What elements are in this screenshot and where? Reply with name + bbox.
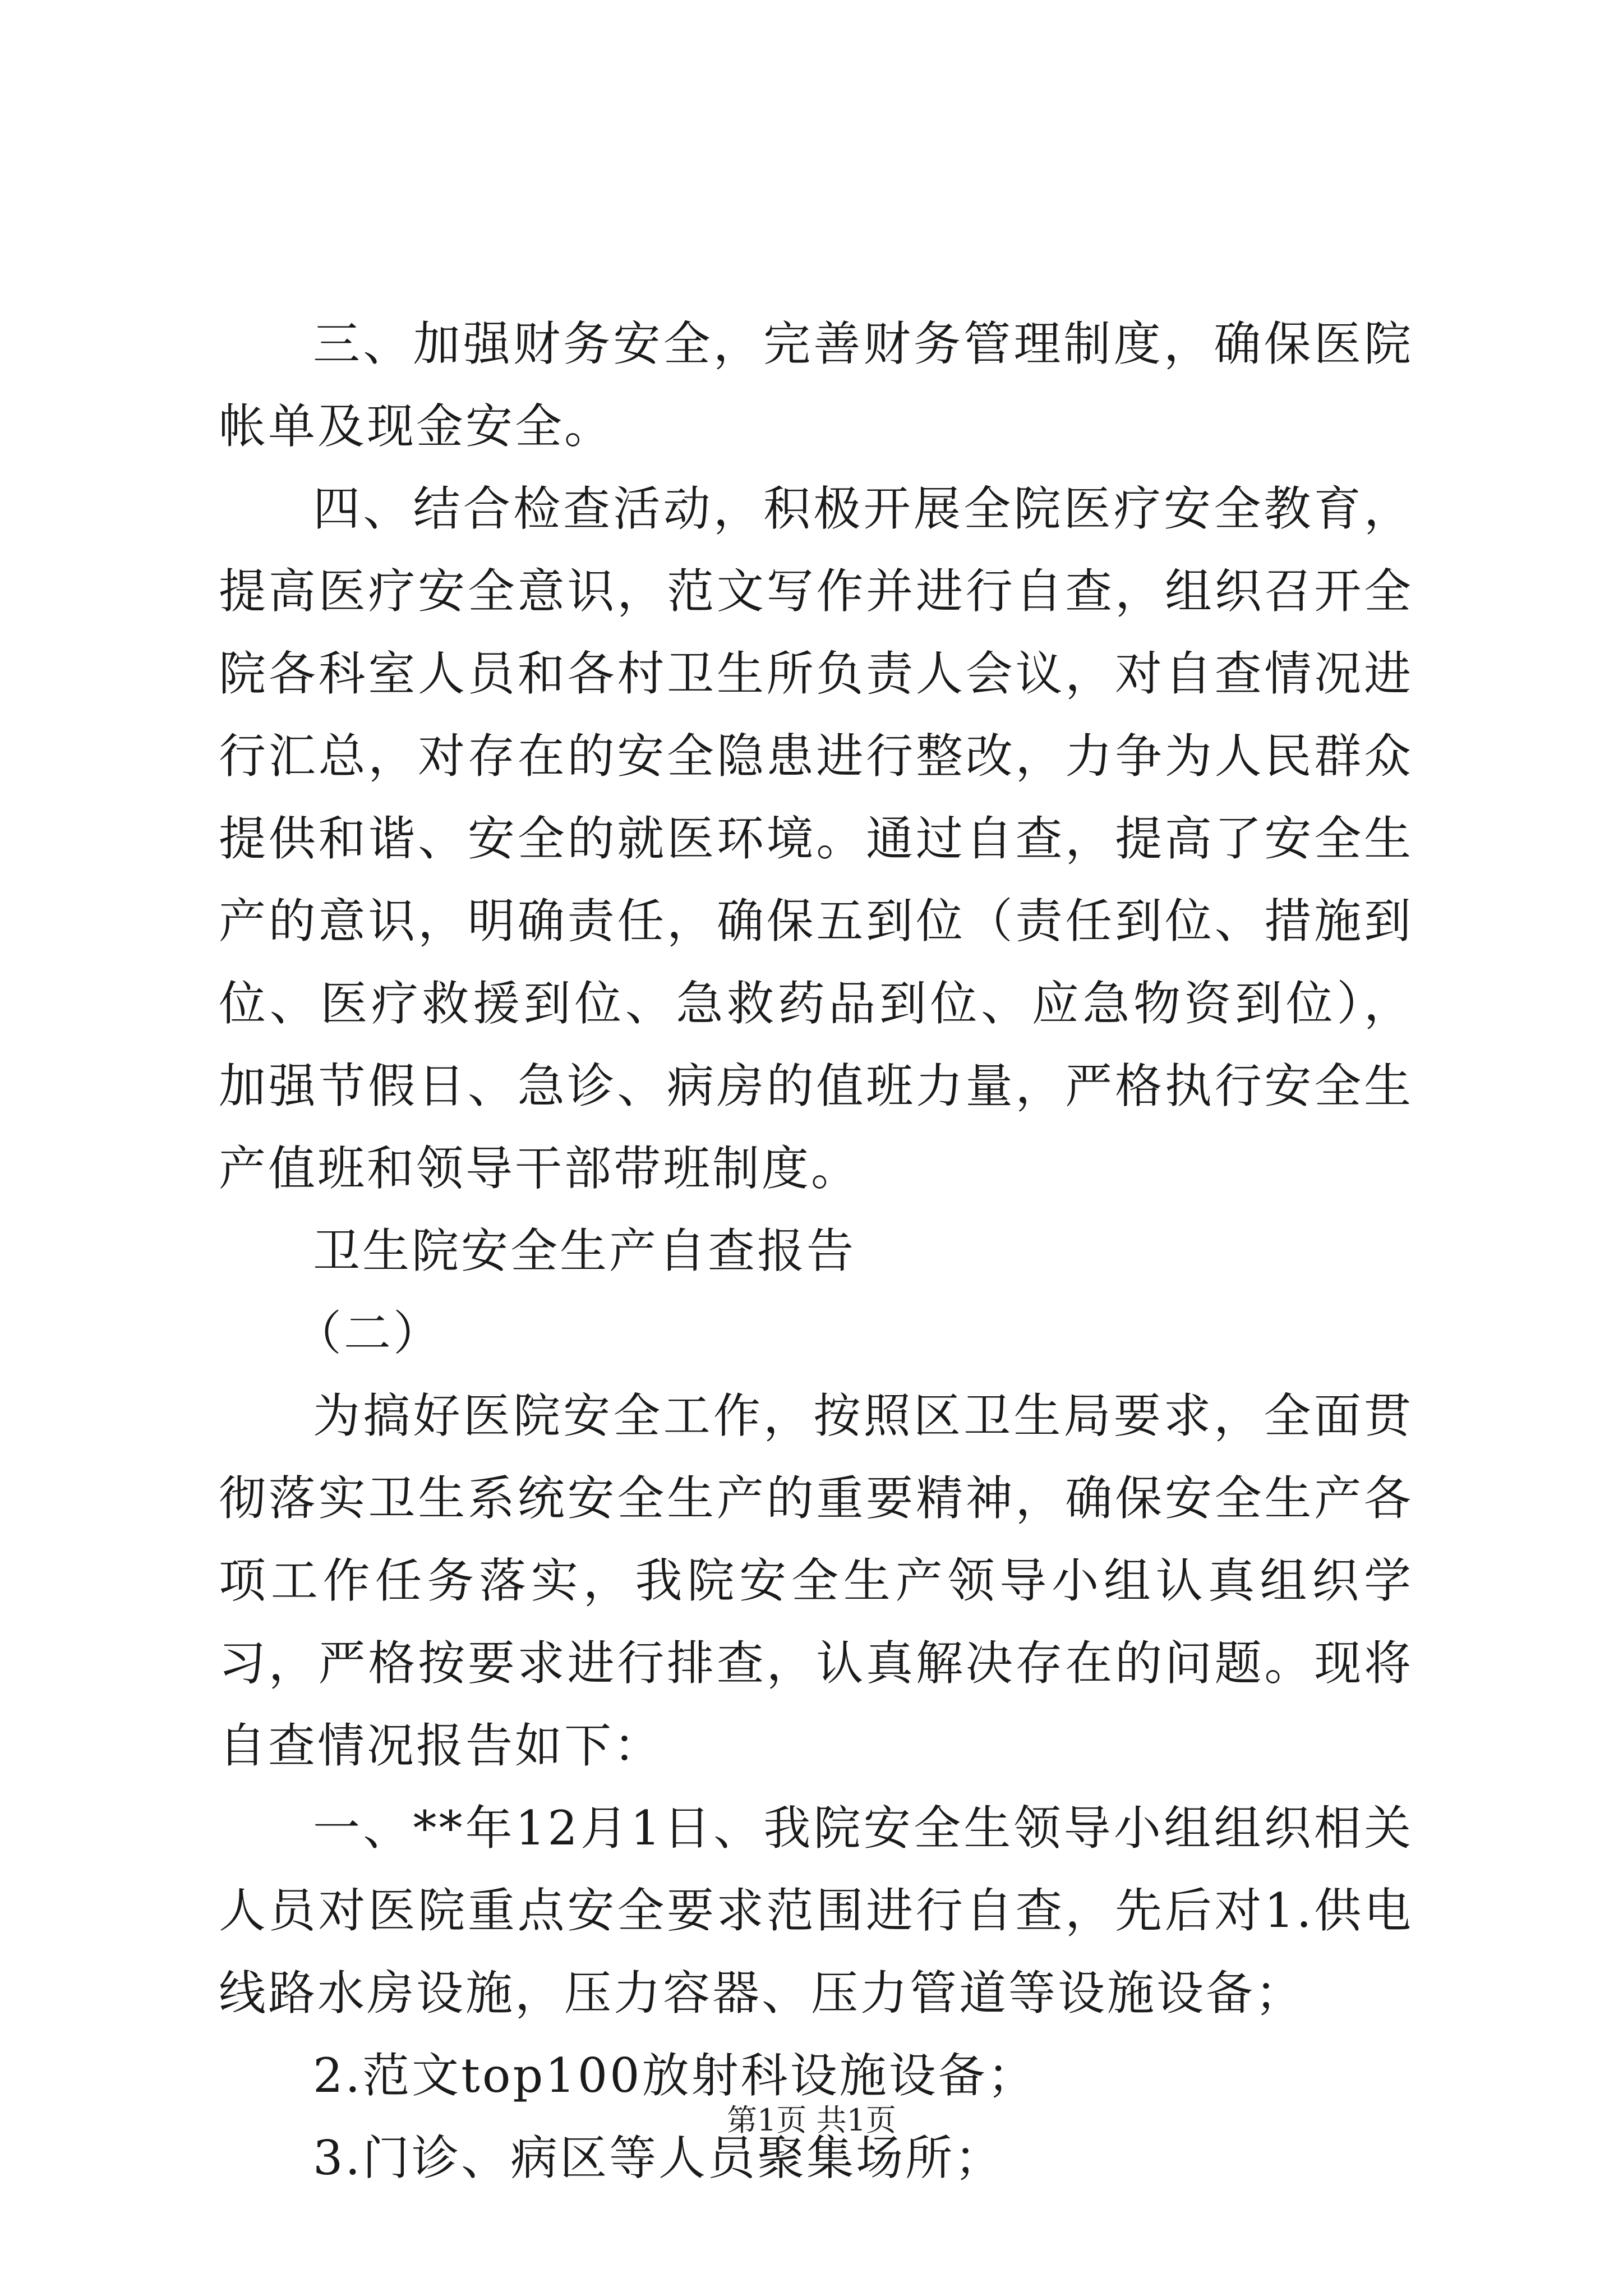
paragraph-introduction: 为搞好医院安全工作，按照区卫生局要求，全面贯彻落实卫生系统安全生产的重要精神，确保安全生产各项工作任务落实，我院安全生产领导小组认真组织学习，严格按要求进行排查，认真解决存在的问题。现将自查情况报告如下： (219, 1388, 1413, 1773)
paragraph-finance-safety: 三、加强财务安全，完善财务管理制度，确保医院帐单及现金安全。 (219, 316, 1413, 454)
paragraph-item-three: 3.门诊、病区等人员聚集场所； (313, 2131, 1004, 2185)
paragraph-safety-education: 四、结合检查活动，积极开展全院医疗安全教育，提高医疗安全意识，范文写作并进行自查，组织召开全院各科室人员和各村卫生所负责人会议，对自查情况进行汇总，对存在的安全隐患进行整改，力争为人民群众提供和谐、安全的就医环境。通过自查，提高了安全生产的意识，明确责任，确保五到位（责任到位、措施到位、医疗救援到位、急救药品到位、应急物资到位），加强节假日、急诊、病房的值班力量，严格执行安全生产值班和领导干部带班制度。 (219, 481, 1413, 1196)
paragraph-item-two: 2.范文top100放射科设施设备； (313, 2048, 1037, 2103)
page-footer: 第1页 共1页 (727, 2102, 896, 2138)
section-number: （二） (294, 1306, 443, 1361)
paragraph-item-one: 一、**年12月1日、我院安全生领导小组组织相关人员对医院重点安全要求范围进行自查，先后对1.供电线路水房设施，压力容器、压力管道等设施设备； (219, 1801, 1413, 2021)
section-title: 卫生院安全生产自查报告 (313, 1223, 856, 1278)
document-body (219, 303, 1413, 2200)
